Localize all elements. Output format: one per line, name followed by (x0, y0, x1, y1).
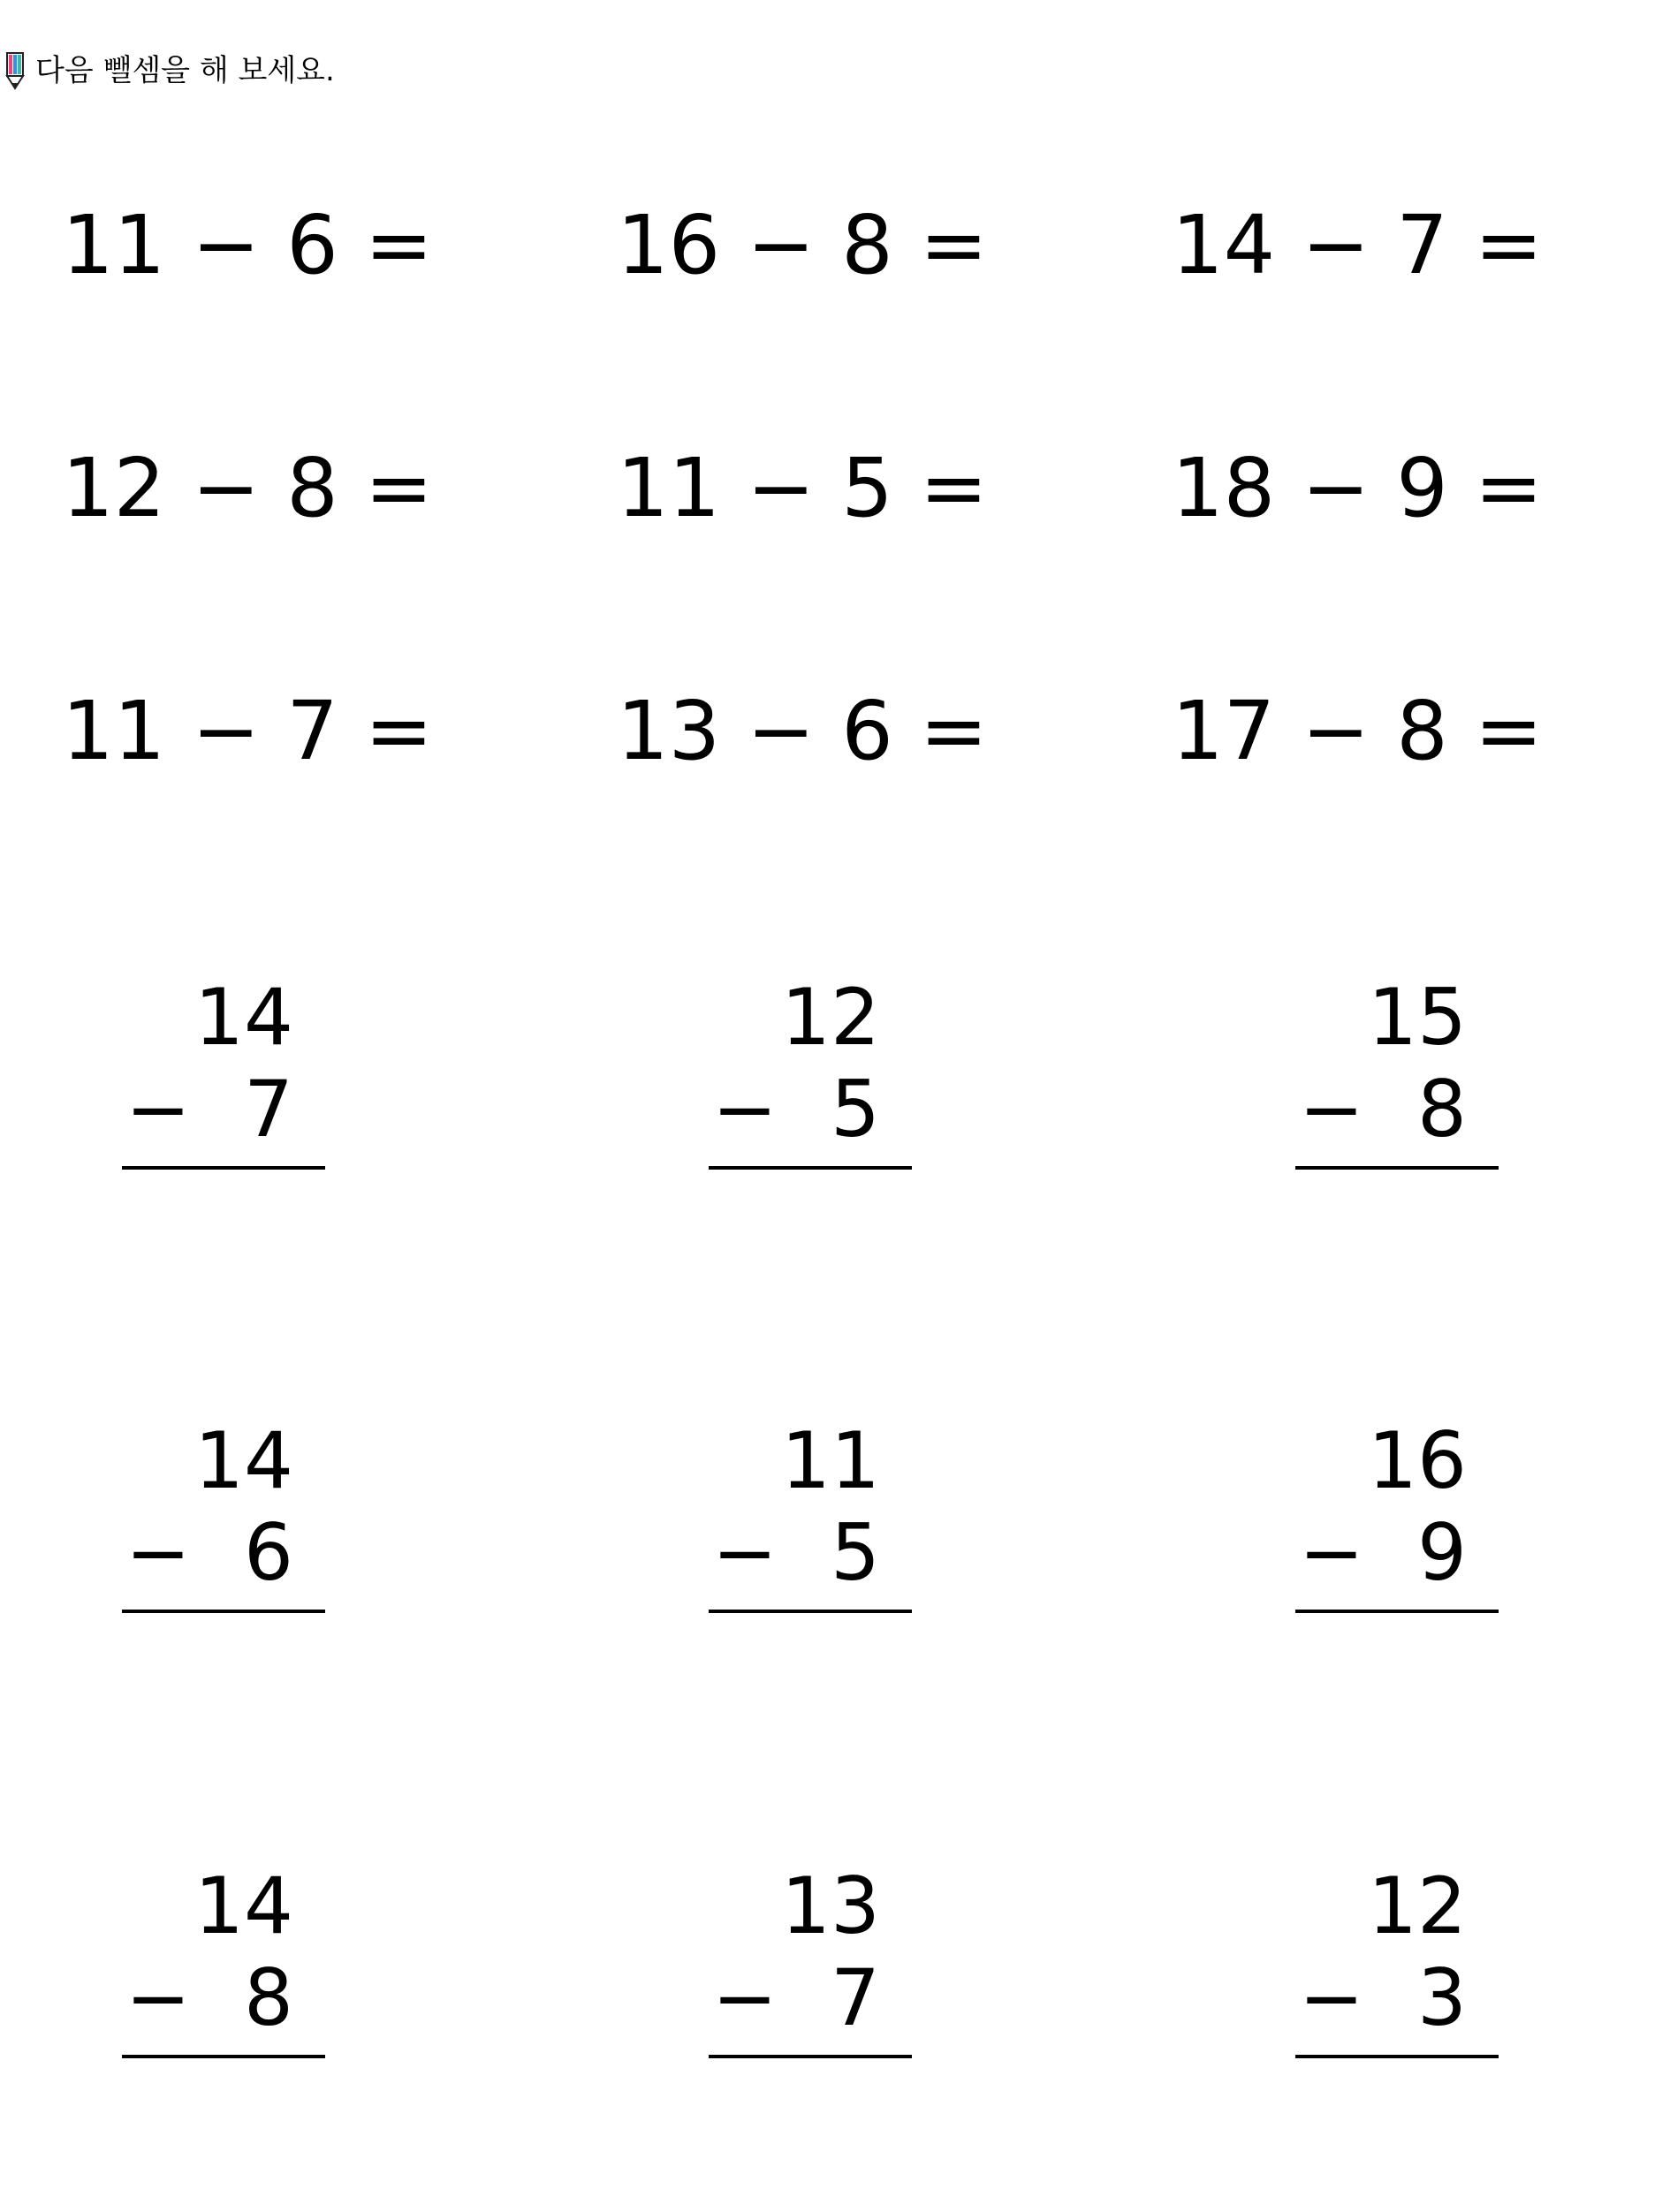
minus-sign: − (747, 441, 816, 535)
minuend: 14 (1172, 198, 1276, 292)
minus-sign: − (125, 1952, 191, 2043)
minuend: 15 (1368, 972, 1467, 1063)
horizontal-problem (573, 684, 1032, 778)
minus-sign: − (192, 684, 261, 778)
subtrahend: 7 (244, 1064, 293, 1155)
answer-line (1295, 2055, 1499, 2058)
horizontal-problem (1127, 684, 1587, 778)
answer-line (1295, 1610, 1499, 1613)
subtrahend: 9 (1396, 441, 1448, 535)
horizontal-problem (573, 198, 1032, 292)
vertical-problem (1295, 1862, 1499, 2074)
horizontal-problem (18, 441, 477, 535)
instruction (5, 51, 335, 90)
vertical-problem (122, 1862, 325, 2074)
subtrahend: 6 (286, 198, 338, 292)
vertical-problem (122, 973, 325, 1186)
minuend: 12 (1368, 1860, 1467, 1951)
horizontal-problem (18, 684, 477, 778)
subtrahend: 8 (286, 441, 338, 535)
minuend: 12 (781, 972, 880, 1063)
subtrahend: 7 (1396, 198, 1448, 292)
subtrahend: 5 (841, 441, 893, 535)
minus-sign: − (1299, 1952, 1364, 2043)
minuend: 18 (1172, 441, 1276, 535)
horizontal-problem (1127, 441, 1587, 535)
subtrahend: 8 (841, 198, 893, 292)
subtrahend: 6 (244, 1507, 293, 1598)
horizontal-problem (573, 441, 1032, 535)
answer-line (709, 2055, 912, 2058)
minuend: 11 (781, 1415, 880, 1506)
minus-sign: − (712, 1507, 778, 1598)
minus-sign: − (125, 1507, 191, 1598)
answer-line (709, 1166, 912, 1170)
minuend: 14 (194, 1415, 293, 1506)
equals-sign: = (1474, 684, 1543, 778)
minuend: 11 (62, 198, 166, 292)
subtrahend: 6 (841, 684, 893, 778)
subtrahend: 9 (1417, 1507, 1467, 1598)
answer-line (709, 1610, 912, 1613)
answer-line (122, 2055, 325, 2058)
minuend: 13 (617, 684, 721, 778)
vertical-problem (1295, 973, 1499, 1186)
minus-sign: − (747, 198, 816, 292)
subtrahend: 8 (244, 1952, 293, 2043)
subtrahend: 8 (1417, 1064, 1467, 1155)
answer-line (1295, 1166, 1499, 1170)
equals-sign: = (1474, 198, 1543, 292)
minuend: 16 (617, 198, 721, 292)
minuend: 11 (617, 441, 721, 535)
minus-sign: − (192, 198, 261, 292)
minuend: 12 (62, 441, 166, 535)
equals-sign: = (364, 198, 433, 292)
minuend: 14 (194, 972, 293, 1063)
subtrahend: 8 (1396, 684, 1448, 778)
answer-line (122, 1166, 325, 1170)
equals-sign: = (919, 684, 988, 778)
minus-sign: − (125, 1064, 191, 1155)
equals-sign: = (919, 441, 988, 535)
vertical-problem (1295, 1417, 1499, 1629)
subtrahend: 5 (831, 1064, 880, 1155)
answer-line (122, 1610, 325, 1613)
minus-sign: − (712, 1064, 778, 1155)
minuend: 16 (1368, 1415, 1467, 1506)
minus-sign: − (1302, 684, 1370, 778)
subtrahend: 3 (1417, 1952, 1467, 2043)
vertical-problem (709, 1417, 912, 1629)
minuend: 11 (62, 684, 166, 778)
equals-sign: = (364, 441, 433, 535)
vertical-problem (709, 1862, 912, 2074)
minus-sign: − (192, 441, 261, 535)
instruction-text: 다음 뺄셈을 해 보세요. (35, 53, 335, 88)
minuend: 14 (194, 1860, 293, 1951)
subtrahend: 5 (831, 1507, 880, 1598)
vertical-problem (709, 973, 912, 1186)
minuend: 17 (1172, 684, 1276, 778)
minus-sign: − (1302, 441, 1370, 535)
equals-sign: = (919, 198, 988, 292)
vertical-problem (122, 1417, 325, 1629)
minus-sign: − (1299, 1507, 1364, 1598)
subtrahend: 7 (831, 1952, 880, 2043)
equals-sign: = (1474, 441, 1543, 535)
pencil-icon (5, 51, 25, 90)
equals-sign: = (364, 684, 433, 778)
subtrahend: 7 (286, 684, 338, 778)
minus-sign: − (747, 684, 816, 778)
minus-sign: − (1299, 1064, 1364, 1155)
horizontal-problem (18, 198, 477, 292)
horizontal-problem (1127, 198, 1587, 292)
minus-sign: − (1302, 198, 1370, 292)
minus-sign: − (712, 1952, 778, 2043)
minuend: 13 (781, 1860, 880, 1951)
